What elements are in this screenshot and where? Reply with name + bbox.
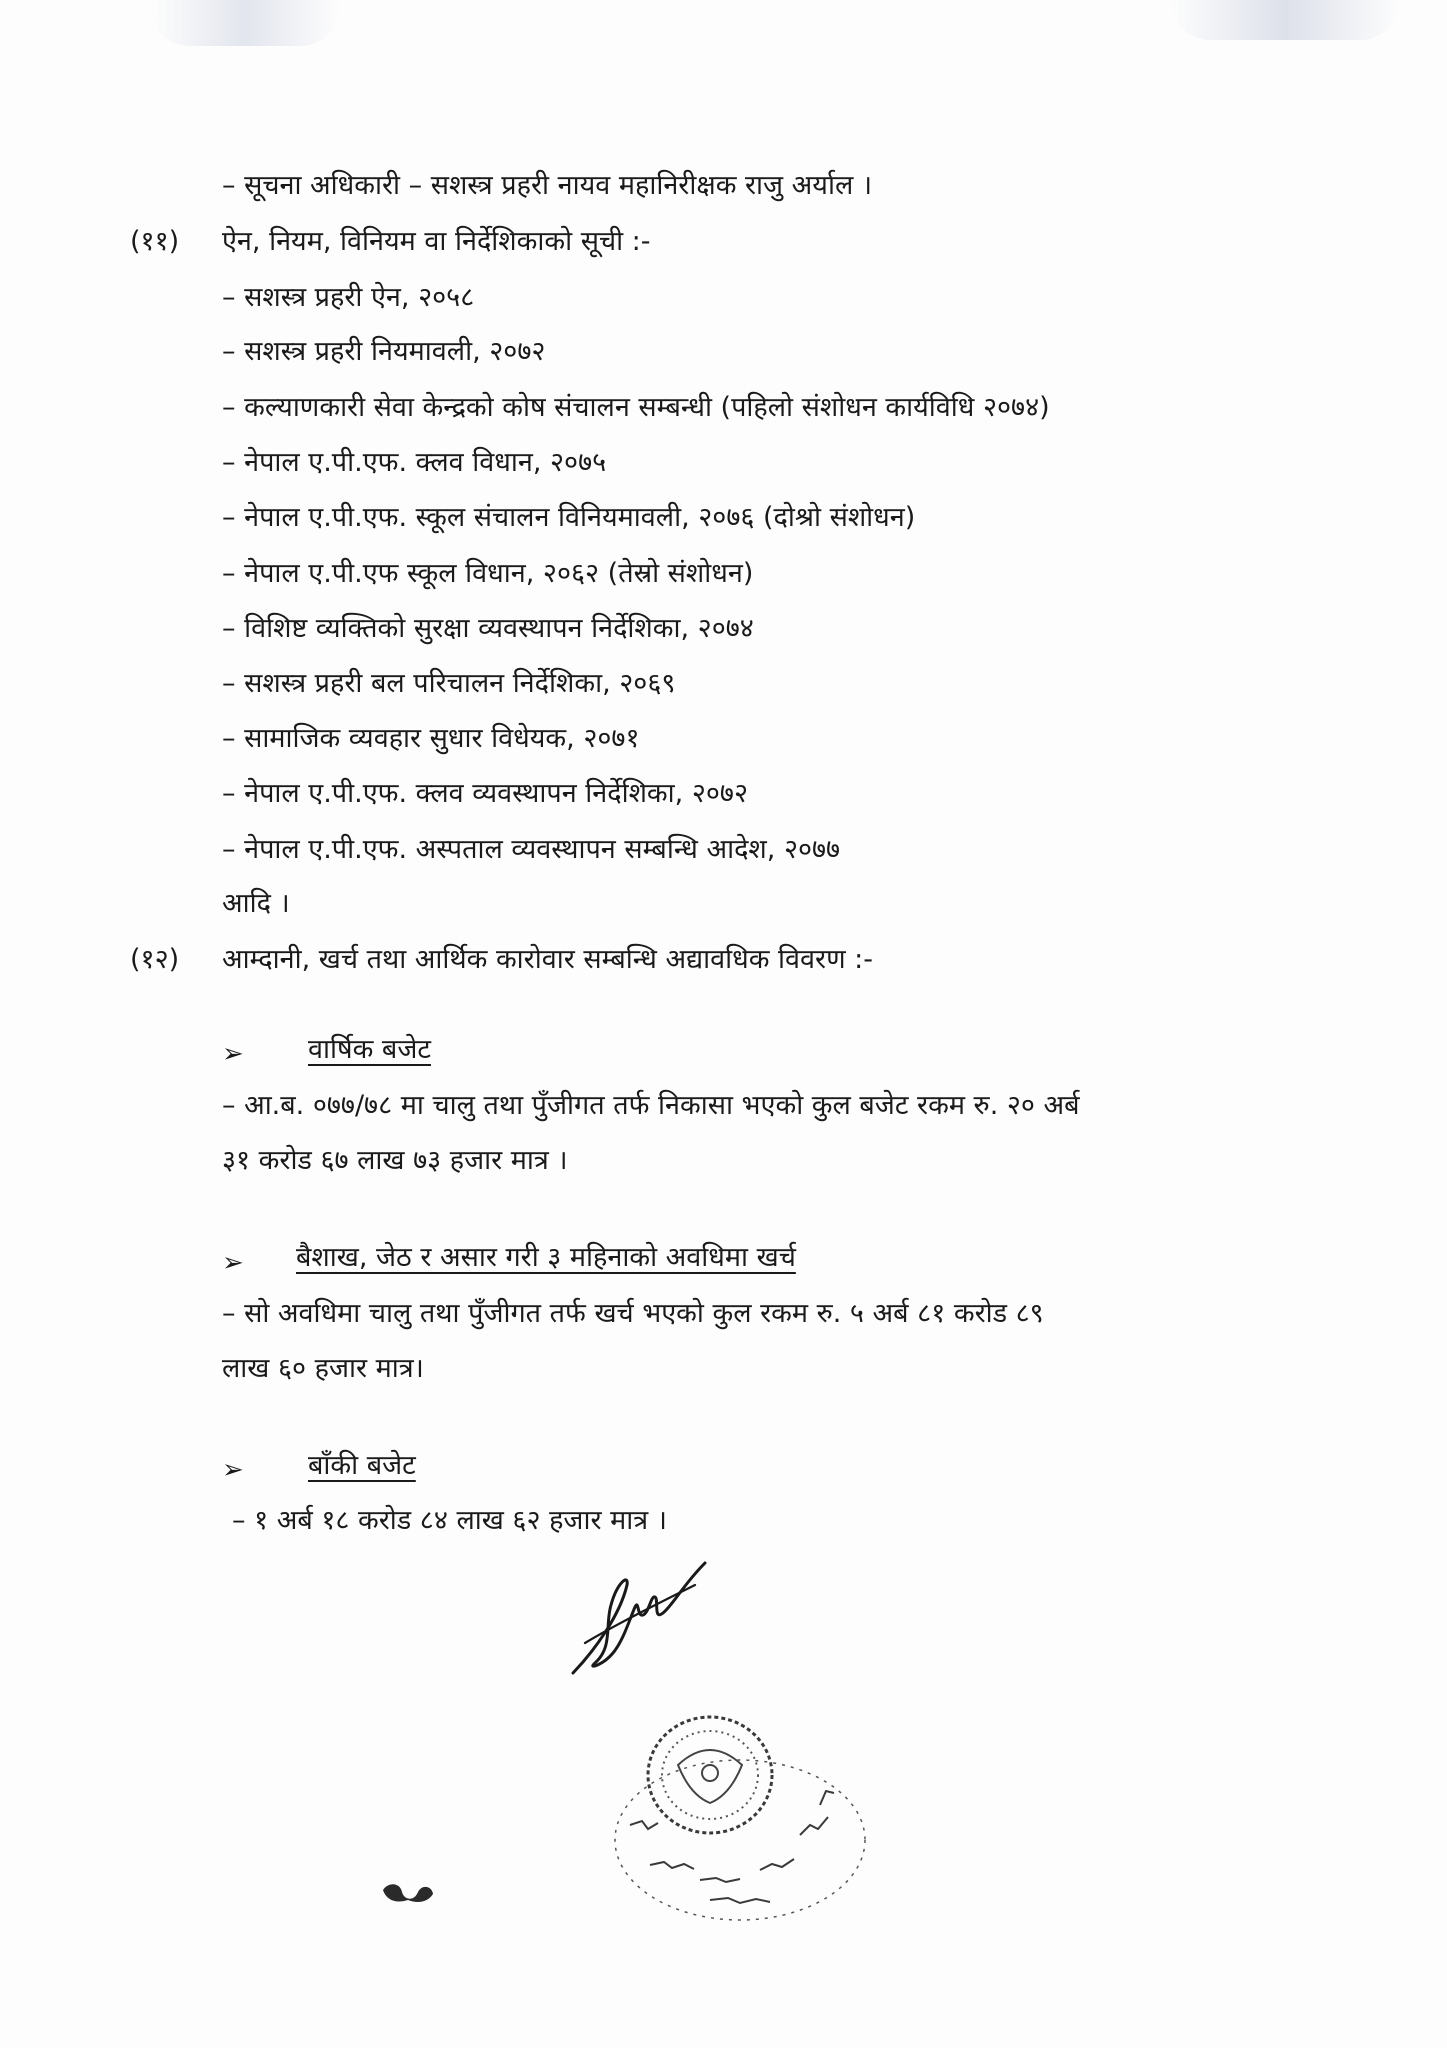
expense-line: – सो अवधिमा चालु तथा पुँजीगत तर्फ खर्च भएको कुल रकम रु. ५ अर्ब ८१ करोड ८९ <box>222 1298 1044 1329</box>
scan-smudge <box>1170 0 1400 40</box>
official-seal-icon <box>590 1695 890 1930</box>
list-item: – सामाजिक व्यवहार सुधार विधेयक, २०७१ <box>222 723 640 754</box>
list-item: – विशिष्ट व्यक्तिको सुरक्षा व्यवस्थापन निर्देशिका, २०७४ <box>222 613 754 644</box>
signature-icon <box>565 1555 710 1680</box>
expense-heading: बैशाख, जेठ र असार गरी ३ महिनाको अवधिमा खर्च <box>296 1242 796 1273</box>
remaining-budget-heading: बाँकी बजेट <box>308 1450 416 1481</box>
list-item: – नेपाल ए.पी.एफ. अस्पताल व्यवस्थापन सम्बन्धि आदेश, २०७७ <box>222 834 841 865</box>
arrow-bullet-icon: ➢ <box>222 1455 244 1485</box>
list-item: – नेपाल ए.पी.एफ स्कूल विधान, २०६२ (तेस्रो संशोधन) <box>222 558 754 589</box>
section-11-title: ऐन, नियम, विनियम वा निर्देशिकाको सूची :- <box>222 226 651 257</box>
page-number-mark-icon <box>378 1878 438 1908</box>
list-item: – नेपाल ए.पी.एफ. क्लव व्यवस्थापन निर्देशिका, २०७२ <box>222 778 748 809</box>
annual-budget-line: – आ.ब. ०७७/७८ मा चालु तथा पुँजीगत तर्फ निकासा भएको कुल बजेट रकम रु. २० अर्ब <box>222 1090 1080 1121</box>
list-item: – नेपाल ए.पी.एफ. क्लव विधान, २०७५ <box>222 447 607 478</box>
arrow-bullet-icon: ➢ <box>222 1039 244 1069</box>
expense-line: लाख ६० हजार मात्र। <box>222 1353 424 1384</box>
list-etc: आदि । <box>222 888 290 919</box>
section-12-title: आम्दानी, खर्च तथा आर्थिक कारोवार सम्बन्धि अद्यावधिक विवरण :- <box>222 944 874 975</box>
info-officer-line: – सूचना अधिकारी – सशस्त्र प्रहरी नायव महानिरीक्षक राजु अर्याल । <box>222 170 873 201</box>
remaining-budget-line: – १ अर्ब १८ करोड ८४ लाख ६२ हजार मात्र । <box>232 1505 667 1536</box>
annual-budget-line: ३१ करोड ६७ लाख ७३ हजार मात्र । <box>222 1145 568 1176</box>
section-11-number: (११) <box>130 226 180 257</box>
annual-budget-heading: वार्षिक बजेट <box>308 1034 431 1065</box>
list-item: – कल्याणकारी सेवा केन्द्रको कोष संचालन सम्बन्धी (पहिलो संशोधन कार्यविधि २०७४) <box>222 392 1050 423</box>
list-item: – सशस्त्र प्रहरी नियमावली, २०७२ <box>222 336 546 367</box>
scan-smudge <box>150 0 340 46</box>
list-item: – सशस्त्र प्रहरी बल परिचालन निर्देशिका, २०६९ <box>222 668 676 699</box>
arrow-bullet-icon: ➢ <box>222 1248 244 1278</box>
section-12-number: (१२) <box>130 944 180 975</box>
list-item: – सशस्त्र प्रहरी ऐन, २०५८ <box>222 282 475 313</box>
list-item: – नेपाल ए.पी.एफ. स्कूल संचालन विनियमावली, २०७६ (दोश्रो संशोधन) <box>222 502 916 533</box>
